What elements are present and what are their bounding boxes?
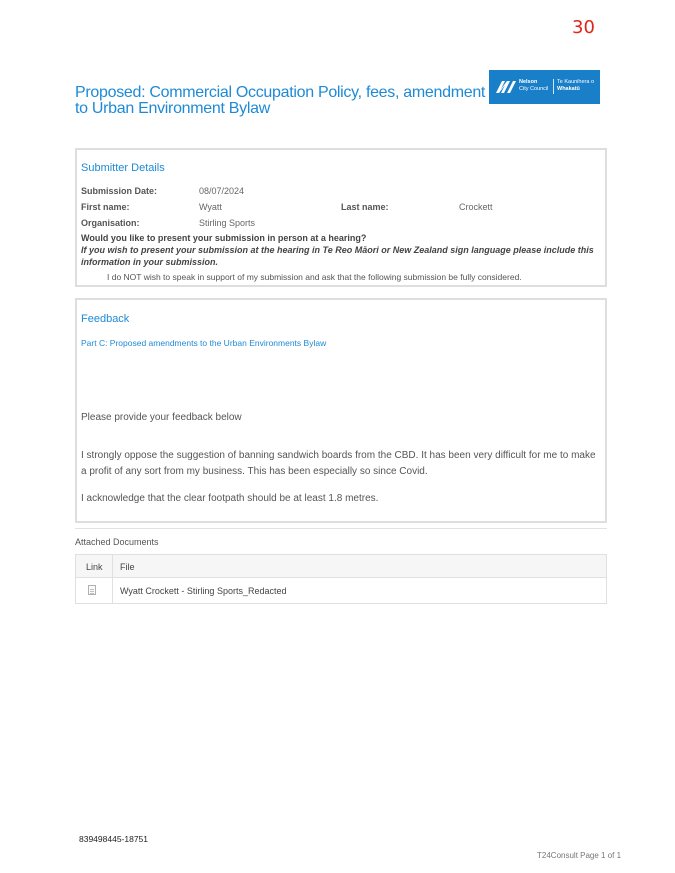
document-title: Proposed: Commercial Occupation Policy, fees, amendment to Urban Environment Bylaw xyxy=(75,84,486,117)
feedback-panel xyxy=(75,298,607,523)
hearing-question-note: If you wish to present your submission at the hearing in Te Reo Māori or New Zealand sign language please include this information in your submission. xyxy=(81,245,594,267)
attached-file-name[interactable]: Wyatt Crockett - Stirling Sports_Redacted xyxy=(120,586,287,596)
last-name-label: Last name: xyxy=(341,202,389,212)
feedback-prompt: Please provide your feedback below xyxy=(81,412,242,423)
page-footer: T24Consult Page 1 of 1 xyxy=(537,851,622,860)
feedback-paragraph: I strongly oppose the suggestion of banning sandwich boards from the CBD. It has been very difficult for me to make a profit of any sort from my business. This has been especially so since Covid. xyxy=(81,450,596,477)
attached-divider xyxy=(75,528,607,529)
submitter-details-heading: Submitter Details xyxy=(81,162,165,174)
council-logo-icon xyxy=(495,78,517,96)
feedback-heading: Feedback xyxy=(81,313,130,325)
first-name-label: First name: xyxy=(81,202,130,212)
submission-date-value: 08/07/2024 xyxy=(199,186,245,196)
last-name-value: Crockett xyxy=(459,202,493,212)
document-icon[interactable] xyxy=(88,585,96,595)
council-logo xyxy=(489,70,600,104)
first-name-value: Wyatt xyxy=(199,202,222,212)
attached-documents-table xyxy=(75,554,607,604)
column-divider xyxy=(112,555,113,603)
logo-divider xyxy=(553,79,554,94)
logo-text-english: Nelson City Council xyxy=(519,79,549,92)
submission-date-label: Submission Date: xyxy=(81,186,158,196)
hearing-question: Would you like to present your submission in person at a hearing? xyxy=(81,233,367,243)
hearing-answer: I do NOT wish to speak in support of my submission and ask that the following submission be fully considered. xyxy=(107,272,522,282)
feedback-paragraph: I acknowledge that the clear footpath should be at least 1.8 metres. xyxy=(81,493,379,504)
organisation-label: Organisation: xyxy=(81,218,140,228)
page-number: 30 xyxy=(572,17,595,38)
attached-documents-title: Attached Documents xyxy=(75,537,159,547)
table-header xyxy=(76,555,606,578)
submitter-details-panel xyxy=(75,148,607,287)
organisation-value: Stirling Sports xyxy=(199,218,256,228)
document-reference: 839498445-18751 xyxy=(79,834,149,844)
logo-text-maori: Te Kaunihera o Whakatū xyxy=(557,79,594,92)
column-header-link: Link xyxy=(86,562,103,572)
column-header-file: File xyxy=(120,562,135,572)
feedback-part-label: Part C: Proposed amendments to the Urban Environments Bylaw xyxy=(81,338,327,348)
